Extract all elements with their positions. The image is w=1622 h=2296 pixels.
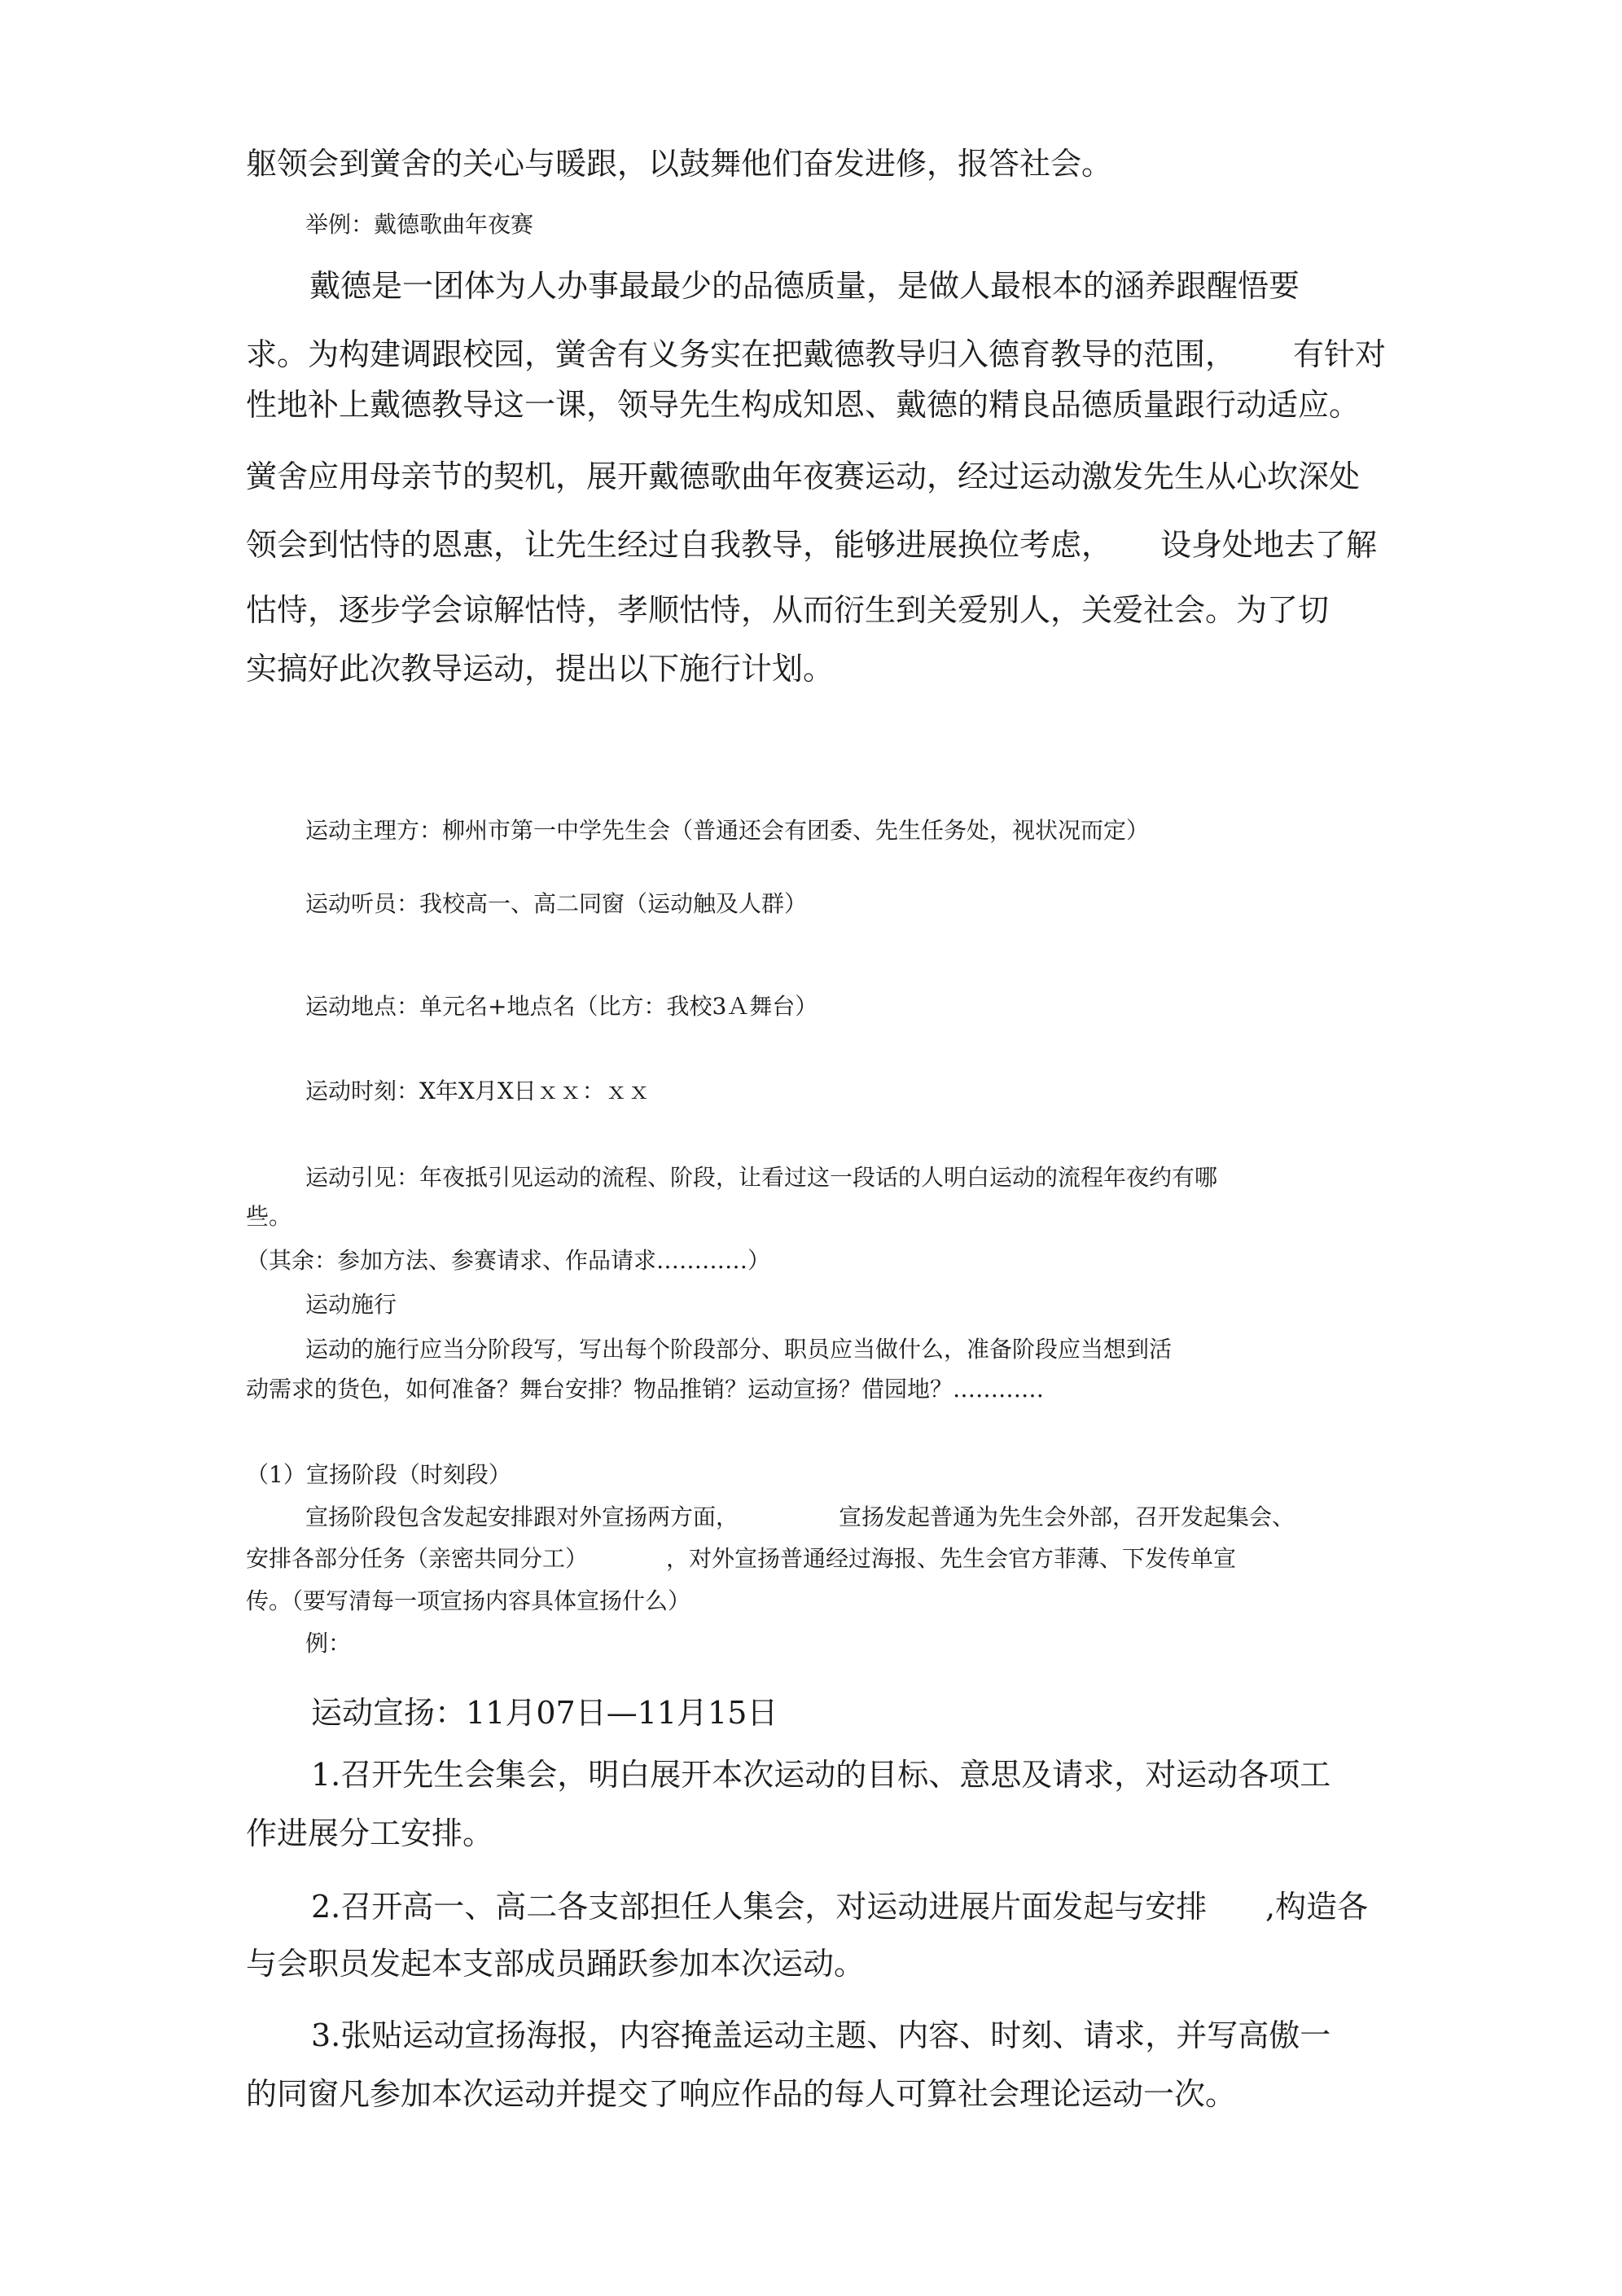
- stage1-line1b: 宣扬发起普通为先生会外部，召开发起集会、: [839, 1504, 1295, 1530]
- time-text: 运动时刻：X年X月X日ｘｘ：ｘｘ: [305, 1078, 651, 1104]
- promo-item3-line2: 的同窗凡参加本次运动并提交了响应作品的每人可算社会理论运动一次。: [246, 2076, 1237, 2112]
- promo-item1-line2: 作进展分工安排。: [246, 1815, 494, 1851]
- stage1-line1a: 宣扬阶段包含发起安排跟对外宣扬两方面，: [305, 1504, 739, 1530]
- intro-line1: 运动引见：年夜抵引见运动的流程、阶段，让看过这一段话的人明白运动的流程年夜约有哪: [305, 1164, 1218, 1191]
- promo-item3-line1: 3.张贴运动宣扬海报，内容掩盖运动主题、内容、时刻、请求，并写高傲一: [311, 2017, 1331, 2053]
- stage1-line2a: 安排各部分任务（亲密共同分工）: [246, 1545, 589, 1572]
- stage1-heading: （1）宣扬阶段（时刻段）: [246, 1461, 511, 1488]
- promo-heading: 运动宣扬：11月07日—11月15日: [311, 1695, 778, 1731]
- para2-line5a: 领会到怙恃的恩惠，让先生经过自我教导，能够进展换位考虑，: [246, 527, 1113, 563]
- para1-line1: 躯领会到黉舍的关心与暖跟，以鼓舞他们奋发进修，报答社会。: [246, 146, 1113, 182]
- example-label: 举例：戴德歌曲年夜赛: [305, 211, 534, 238]
- para2-line7: 实搞好此次教导运动，提出以下施行计划。: [246, 651, 835, 687]
- promo-item2-line1a: 2.召开高一、高二各支部担任人集会，对运动进展片面发起与安排: [311, 1889, 1208, 1925]
- para2-line5b: 设身处地去了解: [1160, 527, 1378, 563]
- stage1-line2b: ，对外宣扬普通经过海报、先生会官方菲薄、下发传单宣: [666, 1545, 1237, 1572]
- example2-label: 例：: [305, 1630, 352, 1657]
- implementation-line1: 运动的施行应当分阶段写，写出每个阶段部分、职员应当做什么，准备阶段应当想到活: [305, 1336, 1173, 1363]
- promo-item1-line1: 1.召开先生会集会，明白展开本次运动的目标、意思及请求，对运动各项工: [311, 1757, 1331, 1793]
- para2-line1: 戴德是一团体为人办事最最少的品德质量，是做人最根本的涵养跟醒悟要: [309, 268, 1300, 304]
- para2-line2a: 求。为构建调跟校园，黉舍有义务实在把戴德教导归入德育教导的范围，: [246, 336, 1237, 372]
- para2-line4: 黉舍应用母亲节的契机，展开戴德歌曲年夜赛运动，经过运动激发先生从心坎深处: [246, 459, 1361, 494]
- location-text: 运动地点：单元名+地点名（比方：我校3Ａ舞台）: [305, 993, 818, 1020]
- implementation-heading: 运动施行: [305, 1291, 397, 1318]
- para2-line6: 怙恃，逐步学会谅解怙恃，孝顺怙恃，从而衍生到关爱别人，关爱社会。为了切: [246, 592, 1330, 628]
- organizer-text: 运动主理方：柳州市第一中学先生会（普通还会有团委、先生任务处，视状况而定）: [305, 817, 1150, 844]
- promo-item2-line2: 与会职员发起本支部成员踊跃参加本次运动。: [246, 1946, 866, 1982]
- stage1-line3: 传。（要写清每一项宣扬内容具体宣扬什么）: [246, 1587, 691, 1614]
- implementation-line2: 动需求的货色，如何准备？舞台安排？物品推销？运动宣扬？借园地？…………: [246, 1376, 1045, 1403]
- promo-item2-line1b: ,构造各: [1265, 1889, 1369, 1925]
- others-text: （其余：参加方法、参赛请求、作品请求…………）: [246, 1247, 771, 1274]
- para2-line2b: 有针对: [1293, 336, 1387, 372]
- para2-line3: 性地补上戴德教导这一课，领导先生构成知恩、戴德的精良品德质量跟行动适应。: [246, 387, 1361, 423]
- audience-text: 运动听员：我校高一、高二同窗（运动触及人群）: [305, 890, 808, 917]
- intro-line2: 些。: [246, 1203, 292, 1230]
